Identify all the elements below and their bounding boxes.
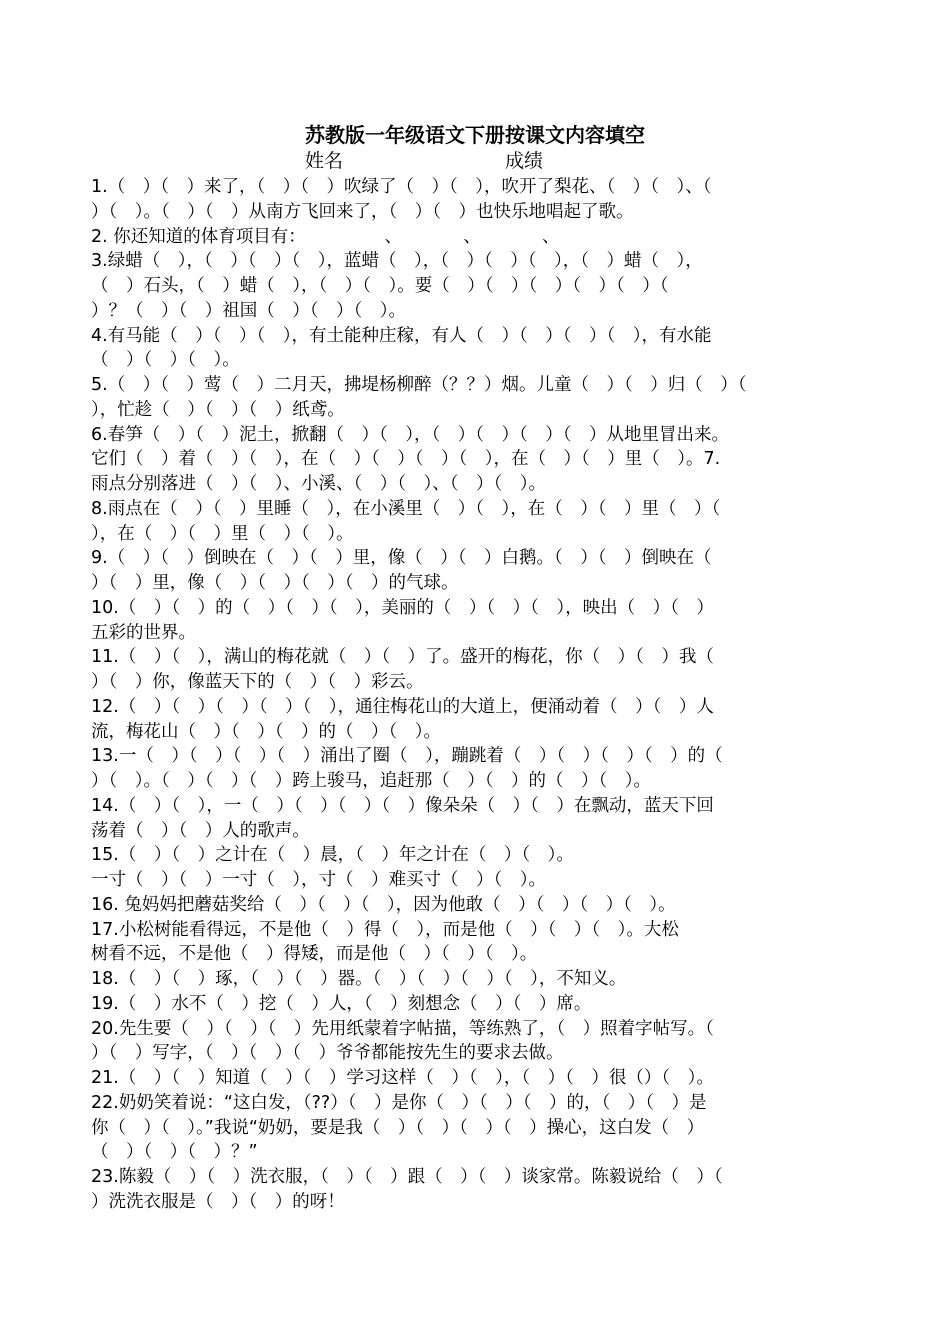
text-line: 荡着（ ）（ ）人的歌声。 (91, 820, 310, 841)
text-line: 19.（ ）水不（ ）挖（ ）人，（ ）刻想念（ ）（ ）席。 (91, 993, 592, 1014)
text-line: 3.绿蜡（ ），（ ）（ ）（ ），蓝蜡（ ），（ ）（ ）（ ），（ ）蜡（ ）， (91, 251, 703, 272)
text-line: 21.（ ）（ ）知道（ ）（ ）学习这样（ ）（ ），（ ）（ ）很（）（ ）。 (91, 1068, 714, 1088)
text-line: 5.（ ）（ ）莺（ ）二月天，拂堤杨柳醉（？？）烟。儿童（ ）（ ）归（ ）（ (91, 375, 747, 395)
text-line: ）（ ）里，像（ ）（ ）（ ）（ ）的气球。 (91, 573, 459, 593)
text-line: 11.（ ）（ ），满山的梅花就（ ）（ ）了。盛开的梅花，你（ ）（ ）我（ (91, 647, 714, 668)
text-line: 2. 你还知道的体育项目有： 、 、 、 (91, 226, 560, 247)
text-line: ），忙趁（ ）（ ）（ ）纸鸢。 (91, 399, 345, 420)
text-line: 10.（ ）（ ）的（ ）（ ）（ ），美丽的（ ）（ ）（ ），映出（ ）（ ） (91, 597, 714, 618)
text-line: 1.（ ）（ ）来了，（ ）（ ）吹绿了（ ）（ ），吹开了梨花、（ ）（ ）、（ (91, 177, 712, 197)
text-line: 23.陈毅（ ）（ ）洗衣服，（ ）（ ）跟（ ）（ ）谈家常。陈毅说给（ ）（ (91, 1167, 723, 1187)
text-line: 8.雨点在（ ）（ ）里睡（ ），在小溪里（ ）（ ），在（ ）（ ）里（ ）（ (91, 498, 721, 519)
text-line: 五彩的世界。 (91, 622, 196, 643)
name-label: 姓名 (305, 150, 344, 172)
text-line: ），在（ ）（ ）里（ ）（ ）。 (91, 523, 354, 544)
score-label: 成绩 (505, 150, 544, 172)
text-line: （ ）（ ）（ ）。 (91, 350, 240, 371)
text-line: 17.小松树能看得远，不是他（ ）得（ ），而是他（ ）（ ）（ ）。大松 (91, 919, 679, 940)
text-line: 18.（ ）（ ）琢，（ ）（ ）器。（ ）（ ）（ ）（ ），不知义。 (91, 969, 627, 989)
text-line: ）（ ）写字，（ ）（ ）（ ）爷爷都能按先生的要求去做。 (91, 1043, 564, 1064)
text-line: ）（ ）。（ ）（ ）（ ）跨上骏马，追赶那（ ）（ ）的（ ）（ ）。 (91, 771, 651, 791)
worksheet-body (91, 175, 871, 1215)
text-line: （ ）（ ）（ ）？” (91, 1142, 258, 1163)
text-line: 15.（ ）（ ）之计在（ ）晨，（ ）年之计在（ ）（ ）。 (91, 845, 574, 866)
text-line: 14.（ ）（ ），一（ ）（ ）（ ）（ ）像朵朵（ ）（ ）在飘动，蓝天下回 (91, 795, 714, 816)
text-line: 一寸（ ）（ ）一寸（ ），寸（ ）难买寸（ ）（ ）。 (91, 870, 546, 890)
text-line: ）（ ）你，像蓝天下的（ ）（ ）彩云。 (91, 672, 424, 692)
text-line: 它们（ ）着（ ）（ ），在（ ）（ ）（ ）（ ），在（ ）（ ）里（ ）。7. (91, 449, 721, 470)
text-line: 13.一（ ）（ ）（ ）（ ）涌出了圈（ ），蹦跳着（ ）（ ）（ ）（ ）的（ (91, 746, 723, 767)
document-title: 苏教版一年级语文下册按课文内容填空 (305, 123, 645, 147)
text-line: 你（ ）（ ）。”我说“奶奶，要是我（ ）（ ）（ ）（ ）操心，这白发（ ） (91, 1117, 705, 1138)
text-line: ）？（ ）（ ）祖国（ ）（ ）（ ）。 (91, 300, 406, 321)
text-line: 4.有马能（ ）（ ）（ ），有土能种庄稼，有人（ ）（ ）（ ）（ ），有水能 (91, 325, 712, 346)
text-line: 6.春笋（ ）（ ）泥土，掀翻（ ）（ ），（ ）（ ）（ ）（ ）从地里冒出来。 (91, 424, 729, 445)
text-line: 22.奶奶笑着说：“这白发，（??）（ ）是你（ ）（ ）（ ）的，（ ）（ ）是 (91, 1092, 707, 1113)
text-line: 16. 兔妈妈把蘑菇奖给（ ）（ ）（ ），因为他敢（ ）（ ）（ ）（ ）。 (91, 894, 676, 915)
text-line: 9.（ ）（ ）倒映在（ ）（ ）里，像（ ）（ ）白鹅。（ ）（ ）倒映在（ (91, 548, 712, 569)
text-line: 流，梅花山（ ）（ ）（ ）的（ ）（ ）。 (91, 721, 441, 742)
text-line: （ ）石头，（ ）蜡（ ），（ ）（ ）。要（ ）（ ）（ ）（ ）（ ）（ (91, 276, 669, 296)
text-line: ）（ ）。（ ）（ ）从南方飞回来了，（ ）（ ）也快乐地唱起了歌。 (91, 201, 634, 222)
text-line: 雨点分别落进（ ）（ ）、小溪、（ ）（ ）、（ ）（ ）。 (91, 474, 546, 494)
text-line: 12.（ ）（ ）（ ）（ ）（ ），通往梅花山的大道上，便涌动着（ ）（ ）人 (91, 696, 714, 717)
text-line: ）洗洗衣服是（ ）（ ）的呀！ (91, 1191, 345, 1212)
text-line: 树看不远，不是他（ ）得矮，而是他（ ）（ ）（ ）。 (91, 944, 538, 965)
text-line: 20.先生要（ ）（ ）（ ）先用纸蒙着字帖描，等练熟了，（ ）照着字帖写。（ (91, 1018, 714, 1039)
header-fields (0, 148, 950, 174)
